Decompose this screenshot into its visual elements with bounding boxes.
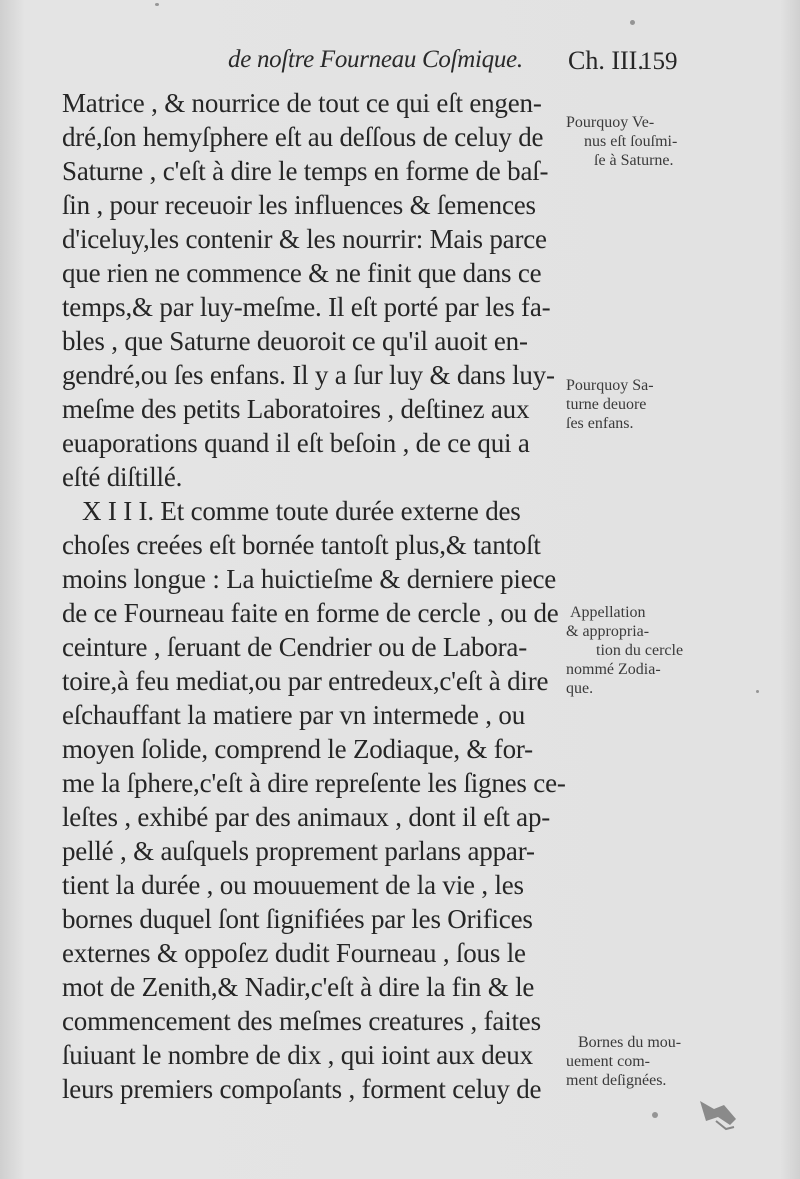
text-line: leſtes , exhibé par des animaux , dont il eſt ap-	[62, 802, 551, 832]
margin-note: Pourquoy Ve-	[566, 114, 655, 131]
text-line: eſchauffant la matiere par vn intermede , ou	[62, 700, 525, 730]
text-line: Saturne , c'eſt à dire le temps en forme de baſ-	[62, 156, 549, 186]
text-line: d'iceluy,les contenir & les nourrir: Mais parce	[62, 224, 547, 254]
text-line: pellé , & auſquels proprement parlans appar-	[62, 836, 535, 866]
scan-speck	[652, 1112, 658, 1118]
margin-note: nommé Zodia-	[566, 661, 661, 678]
page-header	[0, 44, 800, 84]
text-line: de ce Fourneau faite en forme de cercle , ou de	[62, 598, 559, 628]
text-line: que rien ne commence & ne finit que dans ce	[62, 258, 542, 288]
text-line: mot de Zenith,& Nadir,c'eſt à dire la fin & le	[62, 972, 535, 1002]
text-line: choſes creées eſt bornée tantoſt plus,& tantoſt	[62, 530, 541, 560]
text-line: moins longue : La huictieſme & derniere piece	[62, 564, 557, 594]
text-line: X I I I. Et comme toute durée externe des	[82, 496, 521, 526]
text-line: bornes duquel ſont ſignifiées par les Orifices	[62, 904, 533, 934]
text-line: externes & oppoſez dudit Fourneau , ſous le	[62, 938, 526, 968]
margin-note: turne deuore	[566, 396, 647, 413]
text-line: ſin , pour receuoir les influences & ſemences	[62, 190, 536, 220]
margin-note: Bornes du mou-	[578, 1034, 682, 1051]
text-line: dré,ſon hemyſphere eſt au deſſous de celuy de	[62, 122, 544, 152]
running-title: de noſtre Fourneau Coſmique.	[228, 46, 523, 73]
margin-note: Pourquoy Sa-	[566, 377, 654, 394]
page-number: 159	[640, 48, 678, 75]
text-line: toire,à feu mediat,ou par entredeux,c'eſt à dire	[62, 666, 549, 696]
chapter-label: Ch. III.	[568, 46, 644, 75]
text-line: ſuiuant le nombre de dix , qui ioint aux deux	[62, 1040, 533, 1070]
text-line: meſme des petits Laboratoires , deſtinez aux	[62, 394, 530, 424]
margin-note: que.	[566, 680, 594, 697]
margin-note: Appellation	[570, 604, 646, 621]
text-line: moyen ſolide, comprend le Zodiaque, & for-	[62, 734, 533, 764]
margin-note: tion du cercle	[596, 642, 684, 659]
margin-note: ſes enfans.	[566, 415, 634, 432]
margin-note: uement com-	[566, 1053, 650, 1070]
text-line: temps,& par luy-meſme. Il eſt porté par les fa-	[62, 292, 551, 322]
text-line: bles , que Saturne deuoroit ce qu'il auoit en-	[62, 326, 528, 356]
scan-speck	[756, 690, 759, 693]
margin-note: ment deſignées.	[566, 1072, 667, 1089]
text-line: ceinture , ſeruant de Cendrier ou de Labora-	[62, 632, 527, 662]
text-line: commencement des meſmes creatures , faites	[62, 1006, 541, 1036]
margin-note: nus eſt ſouſmi-	[584, 133, 678, 150]
scan-speck	[630, 20, 635, 25]
text-line: tient la durée , ou mouuement de la vie , les	[62, 870, 524, 900]
margin-note: ſe à Saturne.	[594, 152, 674, 169]
margin-note: & appropria-	[566, 623, 650, 640]
text-line: euaporations quand il eſt beſoin , de ce qui a	[62, 428, 530, 458]
text-line: me la ſphere,c'eſt à dire repreſente les ſignes ce-	[62, 768, 566, 798]
text-line: eſté diſtillé.	[62, 462, 183, 492]
text-line: gendré,ou ſes enfans. Il y a ſur luy & dans luy-	[62, 360, 555, 390]
scan-speck	[155, 3, 159, 6]
ornament-mark	[696, 1095, 744, 1135]
text-line: Matrice , & nourrice de tout ce qui eſt engen-	[62, 88, 542, 118]
text-line: leurs premiers compoſants , forment celuy de	[62, 1074, 542, 1104]
